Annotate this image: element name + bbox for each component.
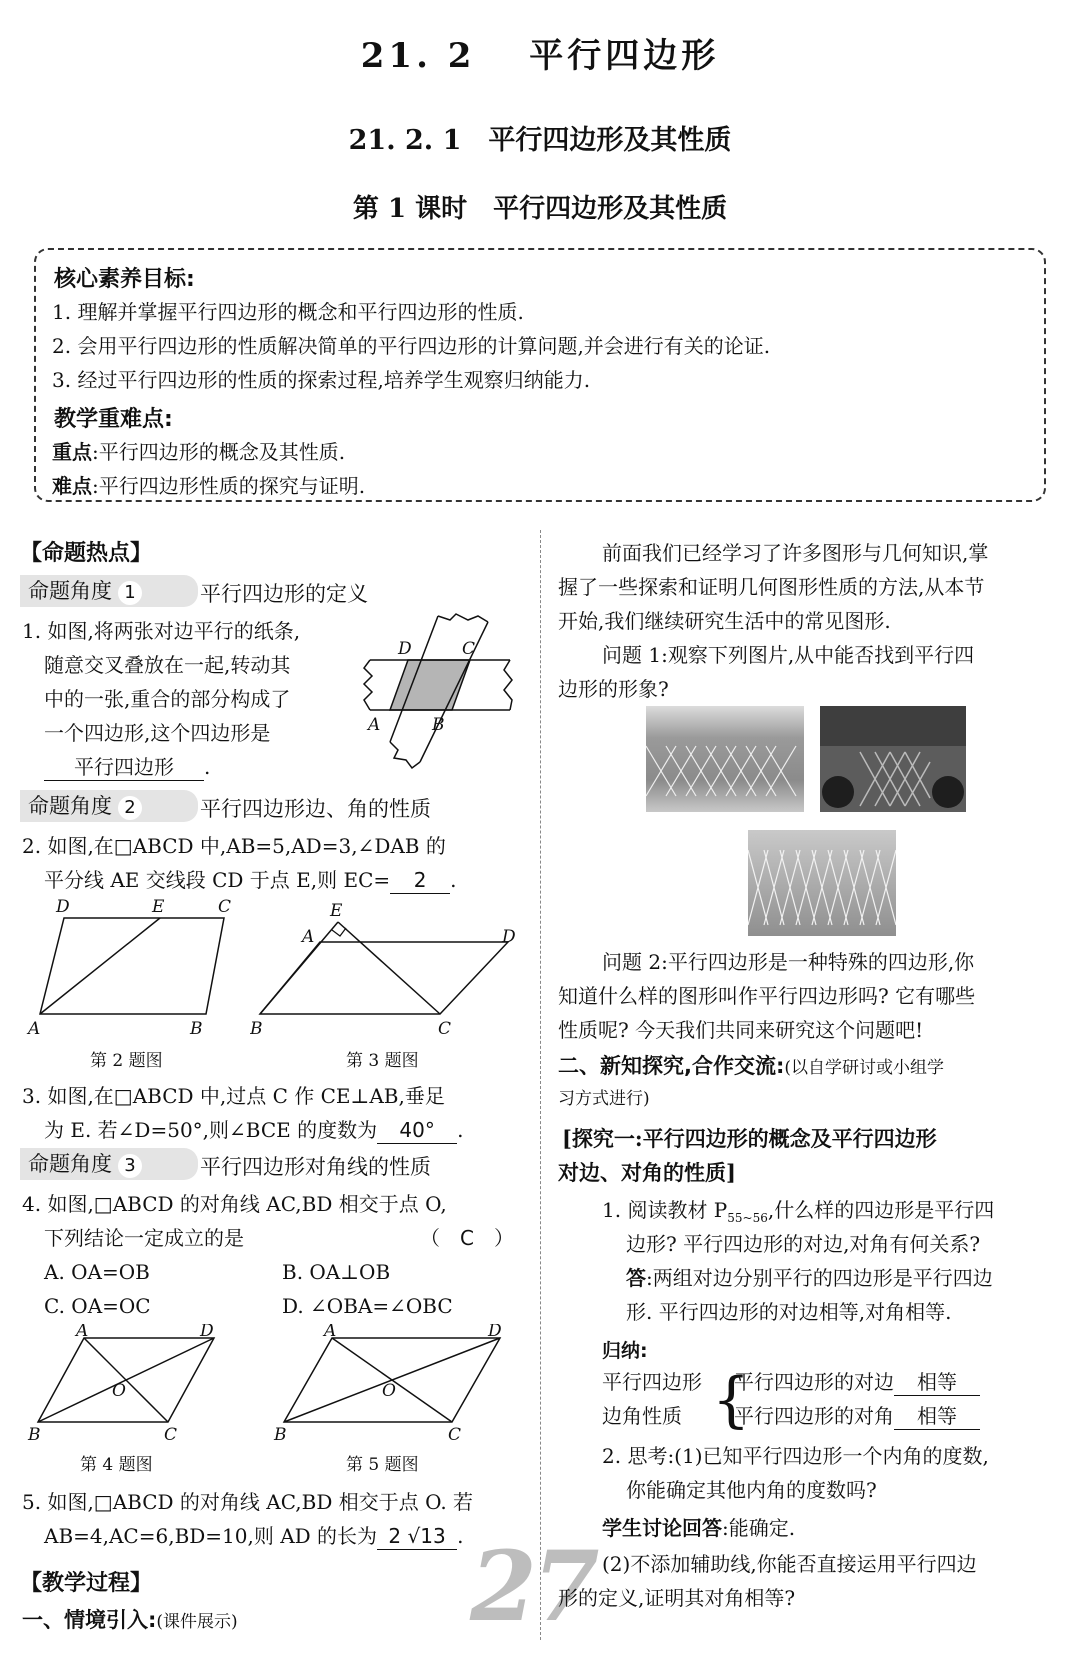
q5-answer: 2 √13 [377,1523,457,1550]
explore1-line-2: 对边、对角的性质] [558,1160,736,1185]
lesson-title: 第 1 课时 平行四边形及其性质 [352,194,728,224]
para1-line-1: 前面我们已经学习了许多图形与几何知识,掌 [602,541,989,565]
angle-tag-3: 命题角度 3 [20,1148,198,1180]
answer-line-2: 形. 平行四边形的对边相等,对角相等. [626,1300,952,1324]
fig1-label-a: A [368,715,381,735]
question1-line-1: 问题 1:观察下列图片,从中能否找到平行四 [602,643,975,667]
read-line-2: 边形? 平行四边形的对边,对角有何关系? [626,1232,981,1256]
part2-line-1: 二、新知探究,合作交流:(以自学研讨或小组学 [558,1054,945,1078]
part2-line-2: 习方式进行) [558,1089,650,1109]
q1-answer-line: 平行四边形 . [44,751,210,784]
figure-q1 [360,612,520,772]
fig3-label-c: C [438,1019,452,1038]
para1-line-3: 开始,我们继续研究生活中的常见图形. [558,609,891,633]
property-angle: 平行四边形的对角 相等 [734,1400,980,1433]
q1-line-2: 随意交叉叠放在一起,转动其 [44,653,291,677]
angle-3-title: 平行四边形对角线的性质 [200,1155,431,1179]
fig5-label-o: O [382,1381,396,1401]
section-title: 21. 2 平行四边形 [360,36,720,76]
figure-q5 [272,1324,512,1444]
para1-line-2: 握了一些探索和证明几何图形性质的方法,从本节 [558,575,985,599]
fig4-label-c: C [164,1425,178,1444]
figure-q3 [250,898,520,1038]
intro-line: 一、情境引入:(课件展示) [22,1608,238,1632]
q4-line-2: 下列结论一定成立的是 [44,1226,244,1250]
goal-item-1: 1. 理解并掌握平行四边形的概念和平行四边形的性质. [52,300,524,324]
fig1-label-b: B [432,715,445,735]
fig3-label-e: E [330,901,343,921]
fig1-label-d: D [398,639,412,659]
think-line-1: 2. 思考:(1)已知平行四边形一个内角的度数, [602,1444,989,1468]
photo-truck-mesh [820,706,966,812]
property-angle-answer: 相等 [894,1403,980,1430]
subsection-title: 21. 2. 1 平行四边形及其性质 [348,125,732,156]
q5-line-1: 5. 如图,□ABCD 的对角线 AC,BD 相交于点 O. 若 [22,1490,474,1514]
fig5-label-c: C [448,1425,462,1444]
fig2-label-a: A [28,1019,41,1038]
fig2-label-e: E [152,898,165,917]
question2-line-2: 知道什么样的图形叫作平行四边形吗? 它有哪些 [558,984,976,1008]
q4-option-b: B. OA⊥OB [282,1260,391,1284]
fig2-label-c: C [218,898,232,917]
fig3-label-d: D [502,927,516,947]
q4-line-1: 4. 如图,□ABCD 的对角线 AC,BD 相交于点 O, [22,1192,447,1216]
q4-answer: （ C ） [420,1226,514,1250]
q3-line-2: 为 E. 若∠D=50°,则∠BCE 的度数为 40° . [44,1118,464,1142]
think-line-4: 形的定义,证明其对角相等? [558,1586,796,1610]
hard-point: 难点:平行四边形性质的探究与证明. [52,474,366,498]
q2-line-2: 平分线 AE 交线段 CD 于点 E,则 EC= 2 . [44,868,457,892]
q1-line-3: 中的一张,重合的部分构成了 [44,687,291,711]
q1-line-4: 一个四边形,这个四边形是 [44,721,271,745]
property-side: 平行四边形的对边 相等 [734,1366,980,1399]
summary-label: 归纳: [602,1340,648,1362]
angle-tag-2: 命题角度 2 [20,790,198,822]
fig2-caption: 第 2 题图 [90,1051,163,1071]
fig5-label-d: D [488,1324,502,1341]
read-line-1: 1. 阅读教材 $P_{55\sim 56}$,什么样的四边形是平行四 [602,1198,995,1225]
angle-tag-1: 命题角度 1 [20,575,198,607]
goals-title: 核心素养目标: [54,267,195,292]
q1-line-1: 1. 如图,将两张对边平行的纸条, [22,619,301,643]
fig3-label-a: A [302,927,315,947]
figure-q2 [26,898,236,1038]
fig4-label-o: O [112,1381,126,1401]
fig5-caption: 第 5 题图 [346,1455,419,1475]
page-number: 27 [470,1530,596,1643]
q3-line-1: 3. 如图,在□ABCD 中,过点 C 作 CE⊥AB,垂足 [22,1084,445,1108]
photo-folding-fence [646,706,804,812]
q4-option-d: D. ∠OBA=∠OBC [282,1294,453,1318]
fig5-label-a: A [324,1324,337,1341]
fig2-label-b: B [190,1019,203,1038]
photo-retractable-gate [748,830,896,936]
photo-retractable-gate-pattern [748,830,896,936]
explore1-line-1: [探究一:平行四边形的概念及平行四边形 [562,1126,937,1151]
angle-2-title: 平行四边形边、角的性质 [200,797,431,821]
difficulty-title: 教学重难点: [54,407,173,432]
q4-option-a: A. OA=OB [44,1260,150,1284]
think-line-2: 你能确定其他内角的度数吗? [626,1478,877,1502]
fig4-label-b: B [28,1425,41,1444]
fig4-label-a: A [76,1324,89,1341]
fig3-label-b: B [250,1019,263,1038]
fig4-label-d: D [200,1324,214,1341]
question2-line-3: 性质呢? 今天我们共同来研究这个问题吧! [558,1018,924,1042]
think-line-3: (2)不添加辅助线,你能否直接运用平行四边 [602,1552,977,1576]
q2-answer: 2 [390,867,450,894]
q2-line-1: 2. 如图,在□ABCD 中,AB=5,AD=3,∠DAB 的 [22,834,446,858]
question1-line-2: 边形的形象? [558,677,669,701]
property-left-2: 边角性质 [602,1404,682,1428]
fig4-caption: 第 4 题图 [80,1455,153,1475]
answer-line-1: 答:两组对边分别平行的四边形是平行四边 [626,1266,993,1290]
angle-1-title: 平行四边形的定义 [200,582,368,606]
discuss-line: 学生讨论回答:能确定. [602,1516,796,1540]
q5-line-2: AB=4,AC=6,BD=10,则 AD 的长为 2 √13 . [44,1524,464,1548]
property-brace: { [712,1365,751,1435]
goal-item-2: 2. 会用平行四边形的性质解决简单的平行四边形的计算问题,并会进行有关的论证. [52,334,771,358]
fig5-label-b: B [274,1425,287,1444]
photo-truck-mesh-pattern [820,706,966,812]
q4-option-c: C. OA=OC [44,1294,151,1318]
property-left-1: 平行四边形 [602,1370,702,1394]
fig3-caption: 第 3 题图 [346,1051,419,1071]
q3-answer: 40° [377,1117,457,1144]
fig2-label-d: D [56,898,70,917]
figure-q4 [26,1324,226,1444]
key-point: 重点:平行四边形的概念及其性质. [52,440,346,464]
hot-title: 【命题热点】 [20,541,153,566]
fig1-label-c: C [462,639,476,659]
question2-line-1: 问题 2:平行四边形是一种特殊的四边形,你 [602,950,975,974]
column-divider [540,530,541,1640]
property-side-answer: 相等 [894,1369,980,1396]
q1-answer: 平行四边形 [44,754,204,781]
photo-folding-fence-pattern [646,706,804,812]
process-title: 【教学过程】 [20,1571,153,1596]
goal-item-3: 3. 经过平行四边形的性质的探索过程,培养学生观察归纳能力. [52,368,591,392]
